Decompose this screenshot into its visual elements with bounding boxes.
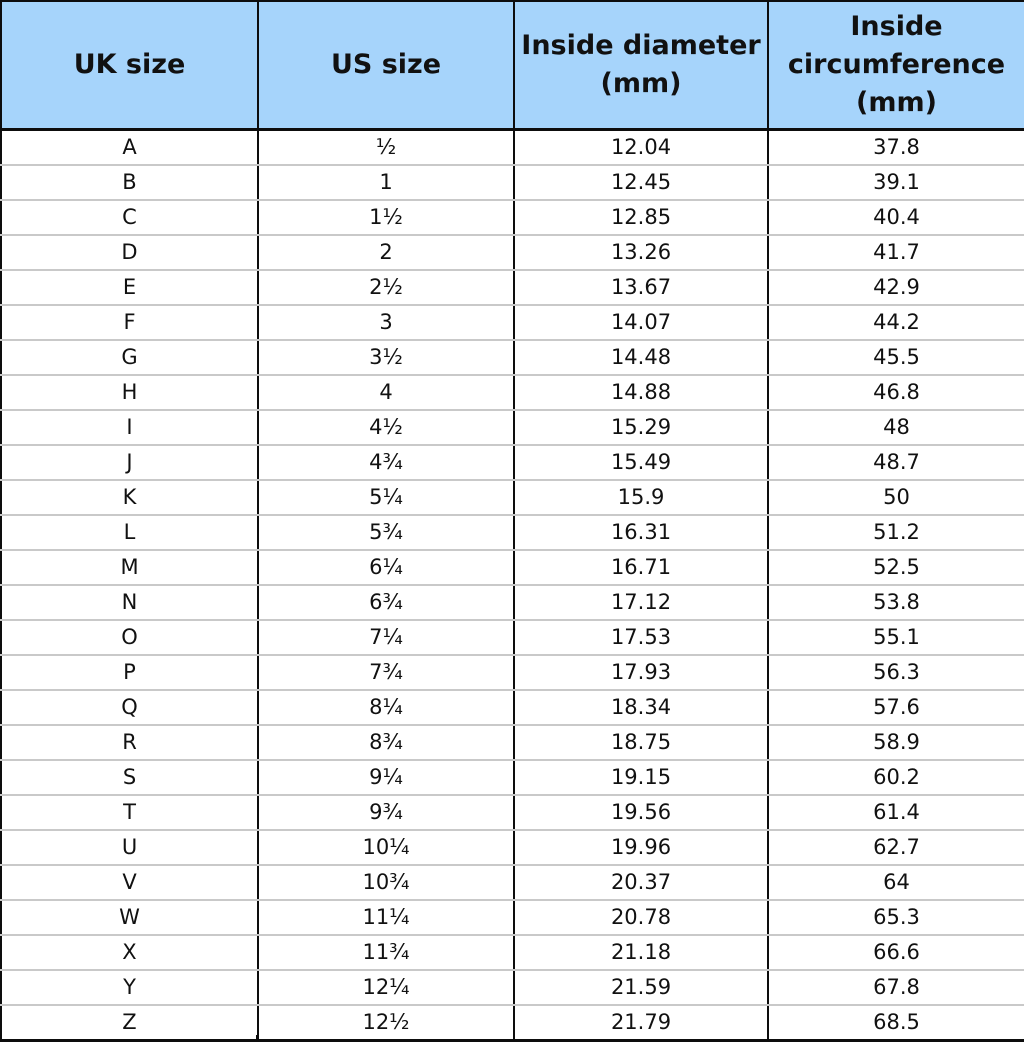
inside-diameter-cell: 13.26	[514, 235, 768, 270]
us-size-cell: 12¼	[258, 970, 514, 1005]
table-row	[1, 970, 1024, 1005]
us-size-cell: 10¾	[258, 865, 514, 900]
inside-diameter-cell: 14.48	[514, 340, 768, 375]
us-size-cell: 5¾	[258, 515, 514, 550]
inside-diameter-cell: 15.29	[514, 410, 768, 445]
table-row	[1, 410, 1024, 445]
us-size-cell: 4½	[258, 410, 514, 445]
inside-circumference-cell: 66.6	[768, 935, 1024, 970]
inside-diameter-cell: 13.67	[514, 270, 768, 305]
table-row	[1, 550, 1024, 585]
inside-diameter-cell: 20.78	[514, 900, 768, 935]
header-uk-size: UK size	[1, 1, 258, 130]
uk-size-cell: I	[1, 410, 258, 445]
header-inside-diameter: Inside diameter (mm)	[514, 1, 768, 130]
table-row	[1, 375, 1024, 410]
inside-circumference-cell: 37.8	[768, 130, 1024, 166]
table-row	[1, 725, 1024, 760]
table-row	[1, 165, 1024, 200]
table-row	[1, 795, 1024, 830]
us-size-cell: 3½	[258, 340, 514, 375]
inside-diameter-cell: 19.56	[514, 795, 768, 830]
uk-size-cell: S	[1, 760, 258, 795]
inside-diameter-cell: 19.96	[514, 830, 768, 865]
table-header	[1, 1, 1024, 130]
uk-size-cell: B	[1, 165, 258, 200]
inside-circumference-cell: 57.6	[768, 690, 1024, 725]
footer-border-tick	[0, 1035, 2, 1041]
us-size-cell: ½	[258, 130, 514, 166]
inside-diameter-cell: 14.88	[514, 375, 768, 410]
inside-diameter-cell: 16.71	[514, 550, 768, 585]
uk-size-cell: Q	[1, 690, 258, 725]
inside-diameter-cell: 15.49	[514, 445, 768, 480]
inside-circumference-cell: 42.9	[768, 270, 1024, 305]
table-row	[1, 935, 1024, 970]
table-row	[1, 305, 1024, 340]
inside-circumference-cell: 51.2	[768, 515, 1024, 550]
us-size-cell: 6¾	[258, 585, 514, 620]
inside-circumference-cell: 39.1	[768, 165, 1024, 200]
inside-circumference-cell: 56.3	[768, 655, 1024, 690]
uk-size-cell: X	[1, 935, 258, 970]
inside-diameter-cell: 16.31	[514, 515, 768, 550]
us-size-cell: 5¼	[258, 480, 514, 515]
inside-circumference-cell: 52.5	[768, 550, 1024, 585]
uk-size-cell: G	[1, 340, 258, 375]
header-us-size: US size	[258, 1, 514, 130]
header-inside-circumference: Inside circumference (mm)	[768, 1, 1024, 130]
inside-circumference-cell: 67.8	[768, 970, 1024, 1005]
uk-size-cell: H	[1, 375, 258, 410]
us-size-cell: 11¼	[258, 900, 514, 935]
inside-diameter-cell: 21.18	[514, 935, 768, 970]
inside-diameter-cell: 18.75	[514, 725, 768, 760]
table-row	[1, 515, 1024, 550]
inside-diameter-cell: 18.34	[514, 690, 768, 725]
inside-diameter-cell: 17.53	[514, 620, 768, 655]
table-row	[1, 235, 1024, 270]
table-footer-edge	[0, 1035, 1024, 1041]
inside-circumference-cell: 53.8	[768, 585, 1024, 620]
inside-diameter-cell: 21.79	[514, 1005, 768, 1041]
inside-circumference-cell: 40.4	[768, 200, 1024, 235]
us-size-cell: 4¾	[258, 445, 514, 480]
inside-diameter-cell: 19.15	[514, 760, 768, 795]
inside-circumference-cell: 50	[768, 480, 1024, 515]
us-size-cell: 1	[258, 165, 514, 200]
us-size-cell: 9¼	[258, 760, 514, 795]
header-row	[1, 1, 1024, 130]
us-size-cell: 6¼	[258, 550, 514, 585]
table-row	[1, 480, 1024, 515]
inside-diameter-cell: 12.04	[514, 130, 768, 166]
uk-size-cell: D	[1, 235, 258, 270]
uk-size-cell: O	[1, 620, 258, 655]
table-row	[1, 900, 1024, 935]
table-row	[1, 760, 1024, 795]
uk-size-cell: L	[1, 515, 258, 550]
inside-circumference-cell: 55.1	[768, 620, 1024, 655]
us-size-cell: 2½	[258, 270, 514, 305]
us-size-cell: 12½	[258, 1005, 514, 1041]
us-size-cell: 7¼	[258, 620, 514, 655]
inside-circumference-cell: 41.7	[768, 235, 1024, 270]
table-row	[1, 445, 1024, 480]
inside-diameter-cell: 12.45	[514, 165, 768, 200]
uk-size-cell: V	[1, 865, 258, 900]
us-size-cell: 11¾	[258, 935, 514, 970]
table-row	[1, 865, 1024, 900]
uk-size-cell: E	[1, 270, 258, 305]
inside-circumference-cell: 48	[768, 410, 1024, 445]
us-size-cell: 3	[258, 305, 514, 340]
uk-size-cell: R	[1, 725, 258, 760]
uk-size-cell: T	[1, 795, 258, 830]
inside-circumference-cell: 65.3	[768, 900, 1024, 935]
table-row	[1, 690, 1024, 725]
uk-size-cell: M	[1, 550, 258, 585]
table-row	[1, 340, 1024, 375]
us-size-cell: 8¼	[258, 690, 514, 725]
uk-size-cell: A	[1, 130, 258, 166]
table-row	[1, 200, 1024, 235]
uk-size-cell: J	[1, 445, 258, 480]
table-row	[1, 655, 1024, 690]
inside-circumference-cell: 45.5	[768, 340, 1024, 375]
inside-circumference-cell: 64	[768, 865, 1024, 900]
inside-diameter-cell: 17.93	[514, 655, 768, 690]
inside-diameter-cell: 12.85	[514, 200, 768, 235]
table-row	[1, 585, 1024, 620]
us-size-cell: 7¾	[258, 655, 514, 690]
table-row	[1, 620, 1024, 655]
inside-diameter-cell: 14.07	[514, 305, 768, 340]
inside-circumference-cell: 48.7	[768, 445, 1024, 480]
table-row	[1, 830, 1024, 865]
uk-size-cell: F	[1, 305, 258, 340]
inside-circumference-cell: 61.4	[768, 795, 1024, 830]
inside-circumference-cell: 44.2	[768, 305, 1024, 340]
us-size-cell: 2	[258, 235, 514, 270]
uk-size-cell: K	[1, 480, 258, 515]
inside-circumference-cell: 62.7	[768, 830, 1024, 865]
table-row	[1, 130, 1024, 166]
table-body	[1, 130, 1024, 1041]
us-size-cell: 8¾	[258, 725, 514, 760]
inside-diameter-cell: 20.37	[514, 865, 768, 900]
uk-size-cell: P	[1, 655, 258, 690]
inside-circumference-cell: 46.8	[768, 375, 1024, 410]
inside-circumference-cell: 58.9	[768, 725, 1024, 760]
us-size-cell: 10¼	[258, 830, 514, 865]
table-row	[1, 270, 1024, 305]
uk-size-cell: N	[1, 585, 258, 620]
inside-diameter-cell: 17.12	[514, 585, 768, 620]
footer-border-tick	[256, 1035, 258, 1041]
uk-size-cell: U	[1, 830, 258, 865]
us-size-cell: 9¾	[258, 795, 514, 830]
inside-diameter-cell: 21.59	[514, 970, 768, 1005]
uk-size-cell: Z	[1, 1005, 258, 1041]
inside-circumference-cell: 68.5	[768, 1005, 1024, 1041]
inside-diameter-cell: 15.9	[514, 480, 768, 515]
uk-size-cell: C	[1, 200, 258, 235]
us-size-cell: 4	[258, 375, 514, 410]
uk-size-cell: W	[1, 900, 258, 935]
us-size-cell: 1½	[258, 200, 514, 235]
uk-size-cell: Y	[1, 970, 258, 1005]
inside-circumference-cell: 60.2	[768, 760, 1024, 795]
